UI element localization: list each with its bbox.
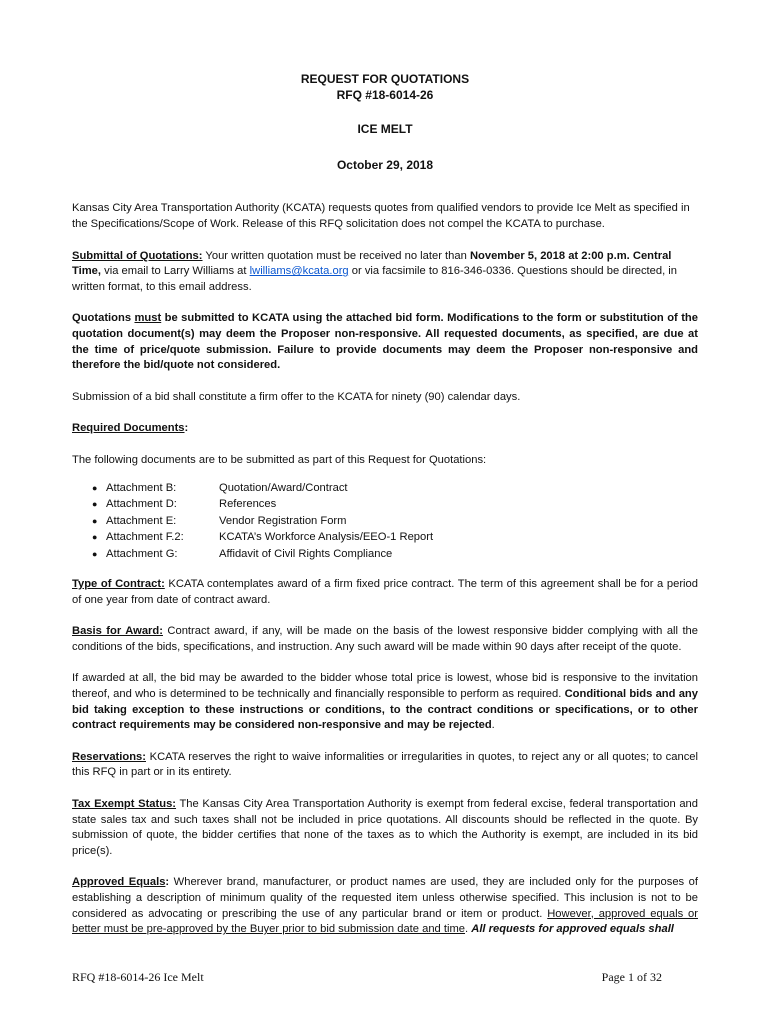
contract-type-text: KCATA contemplates award of a firm fixed price contract. The term of this agreement shall be for a period of one year from date of contract award. — [72, 578, 698, 606]
rfq-number: RFQ #18-6014-26 — [336, 87, 434, 102]
contract-type-paragraph — [72, 577, 698, 608]
tax-label: Tax Exempt Status: — [72, 797, 177, 810]
list-item — [92, 547, 698, 564]
reservations-text: KCATA reserves the right to waive informalities or irregularities in quotes, to reject any or all quotes; to cancel this RFQ in part or in its entirety. — [72, 750, 698, 779]
submittal-paragraph — [72, 249, 698, 296]
basis-text: Contract award, if any, will be made on the basis of the lowest responsive bidder complying with all the conditions of the bids, specifications, and instruction. Any such award will be made within 90 days after receipt of the quote. — [72, 625, 699, 653]
equals-period: . — [465, 923, 472, 936]
page-number: Page 1 of 32 — [601, 970, 662, 984]
required-docs-label: Required Documents — [72, 422, 185, 435]
page-footer — [72, 970, 662, 985]
attachment-name: Affidavit of Civil Rights Compliance — [219, 547, 393, 560]
bullet-icon: ● — [92, 482, 98, 493]
firm-offer-paragraph: Submission of a bid shall constitute a firm offer to the KCATA for ninety (90) calendar days. — [72, 390, 521, 403]
submittal-text-3: or via facsimile to 816-346-0336. Questions should be directed, in written format, to this email address. — [72, 265, 678, 293]
quotations-text-2: be submitted to KCATA using the attached bid form. Modifications to the form or substitution of the quotation document(s) may deem the Proposer non-responsive. All requested documents, as specified, are due at the time of price/quote submission. Failure to provide documents may deem the Proposer non-responsive and therefore the bid/quote not considered. — [72, 312, 698, 372]
list-item — [92, 497, 698, 514]
bullet-icon: ● — [92, 548, 98, 559]
document-title: REQUEST FOR QUOTATIONS — [300, 72, 470, 86]
equals-text: Wherever brand, manufacturer, or product names are used, they are included only for the purposes of establishing a description of minimum quality of the requested item unless otherwise specified. This inclusion is not to be considered as advocating or prescribing the use of any particular brand or item or product. — [72, 876, 698, 920]
bullet-icon: ● — [92, 515, 98, 526]
submittal-label: Submittal of Quotations: — [72, 249, 203, 262]
attachment-label: Attachment E: — [106, 514, 177, 527]
attachment-label: Attachment D: — [106, 498, 177, 510]
list-item — [92, 514, 698, 531]
equals-bold-italic-text: All requests for approved equals shall — [471, 923, 674, 936]
attachment-name: Vendor Registration Form — [219, 514, 347, 527]
deadline-text: November 5, 2018 at 2:00 p.m. Central Time, — [72, 249, 672, 278]
document-body — [72, 72, 698, 938]
basis-label: Basis for Award: — [72, 625, 163, 638]
quotations-must: must — [134, 312, 162, 325]
basis-paragraph — [72, 624, 698, 655]
document-date: October 29, 2018 — [336, 157, 434, 172]
list-item — [92, 530, 698, 547]
award-end: . — [491, 719, 495, 732]
required-docs-intro: The following documents are to be submitted as part of this Request for Quotations: — [72, 453, 487, 466]
quotations-paragraph — [72, 311, 698, 373]
bullet-icon: ● — [92, 532, 98, 542]
contract-type-label: Type of Contract: — [72, 578, 165, 590]
attachment-label: Attachment B: — [106, 481, 177, 494]
email-link[interactable]: lwilliams@kcata.org — [249, 265, 349, 278]
award-bold-text: Conditional bids and any bid taking exception to these instructions or conditions, to the contract conditions or specifications, or to other contract requirements may be considered non-responsive and may be rejected — [72, 687, 698, 732]
submittal-text-1: Your written quotation must be received no later than — [202, 249, 470, 262]
award-paragraph — [72, 671, 698, 733]
required-docs-list — [92, 481, 698, 564]
award-text: If awarded at all, the bid may be awarded to the bidder whose total price is lowest, whose bid is responsive to the invitation thereof, and who is determined to be technically and financially responsible to perform as required. — [72, 672, 698, 700]
attachment-name: Quotation/Award/Contract — [219, 481, 348, 494]
reservations-label: Reservations: — [72, 750, 146, 763]
list-item — [92, 481, 698, 498]
tax-paragraph — [72, 797, 698, 859]
bullet-icon: ● — [92, 499, 98, 509]
attachment-label: Attachment G: — [106, 547, 178, 560]
equals-underlined-text: However, approved equals or better must be pre-approved by the Buyer prior to bid submission date and time — [72, 907, 698, 936]
attachment-name: KCATA’s Workforce Analysis/EEO-1 Report — [219, 531, 434, 543]
equals-label: Approved Equals — [72, 876, 166, 889]
required-docs-heading — [72, 421, 698, 437]
intro-paragraph: Kansas City Area Transportation Authority (KCATA) requests quotes from qualified vendors to provide Ice Melt as specified in the Specifications/Scope of Work. Release of this RFQ solicitation does not compel the KCATA to purchase. — [72, 202, 690, 230]
attachment-label: Attachment F.2: — [106, 531, 184, 543]
submittal-text-2: via email to Larry Williams at — [101, 265, 250, 278]
required-docs-colon: : — [184, 422, 189, 435]
attachment-name: References — [219, 498, 277, 510]
reservations-paragraph — [72, 750, 698, 781]
footer-document-id: RFQ #18-6014-26 Ice Melt — [72, 970, 204, 984]
equals-colon: : — [165, 876, 170, 889]
quotations-text-1: Quotations — [72, 312, 135, 325]
tax-text: The Kansas City Area Transportation Authority is exempt from federal excise, federal transportation and state sales tax and such taxes shall not be included in price quotations. All discounts should be reflected in the quote. By submission of quote, the bidder certifies that none of the taxes as to which the Authority is exempt, are included in its bid price(s). — [72, 797, 698, 857]
item-title: ICE MELT — [357, 122, 413, 137]
equals-paragraph — [72, 875, 698, 937]
